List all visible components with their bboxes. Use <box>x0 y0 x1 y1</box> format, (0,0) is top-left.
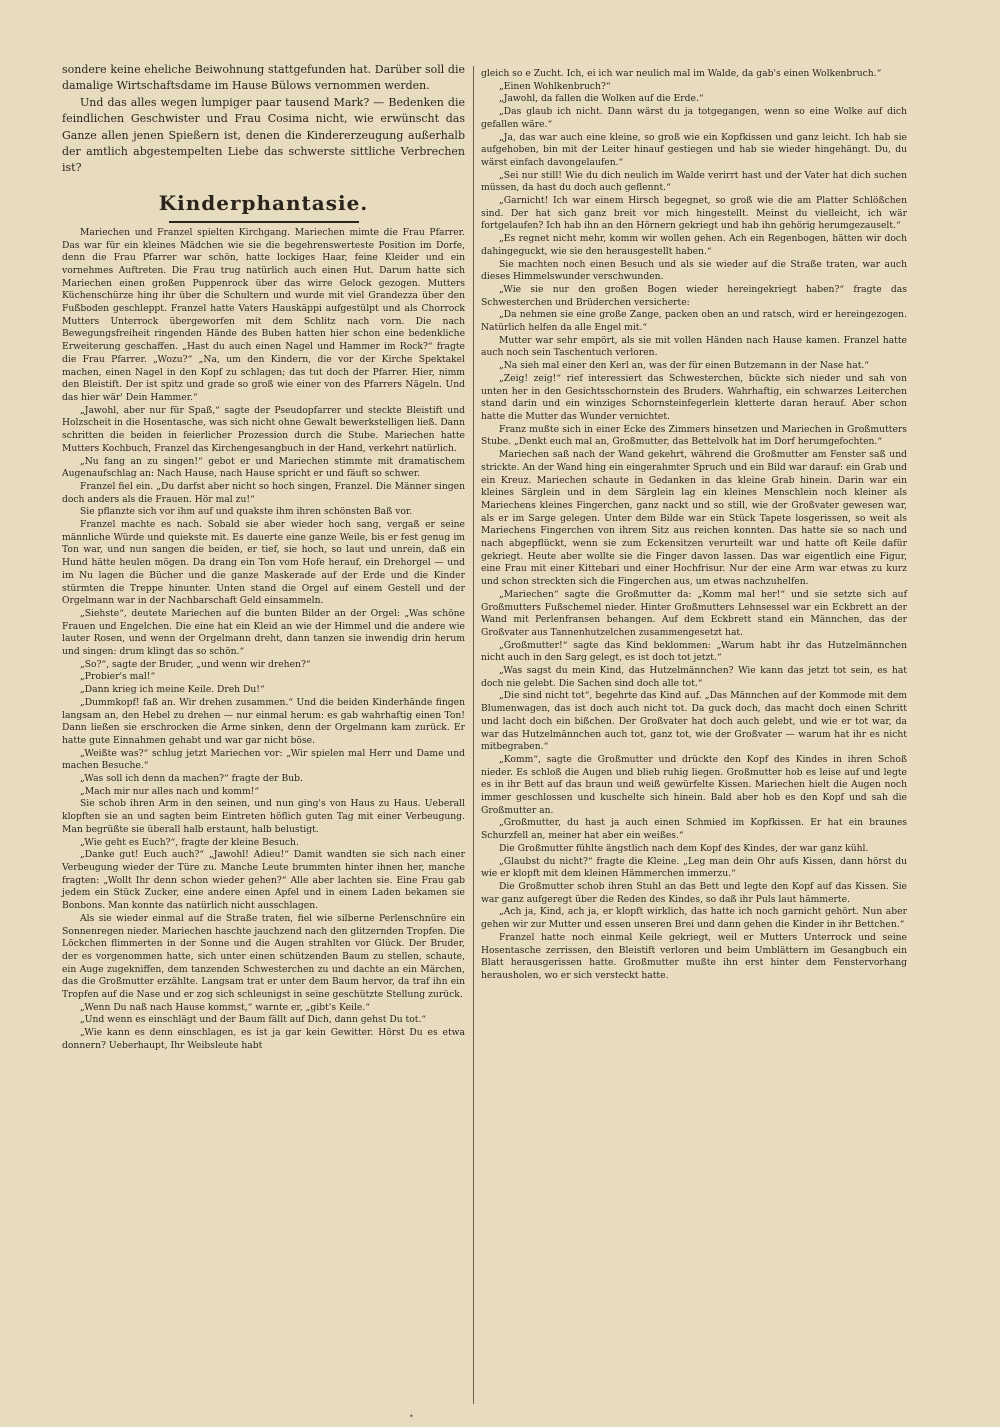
title-rule <box>169 221 359 223</box>
body-paragraph: „Zeig! zeig!“ rief interessiert das Schwesterchen, bückte sich nieder und sah von unten her in den Gesichtsschornstein des Bruders. Wahrhaftig, ein schwarzes Leiterchen stand darin und ein winziges Schornsteinfegerlein kletterte daran herauf. Aber schon hatte die Mutter das Wunder vernichtet. <box>481 372 907 422</box>
body-paragraph: „Großmutter!“ sagte das Kind beklommen: „Warum habt ihr das Hutzelmännchen nicht auch in den Sarg gelegt, es ist doch tot jetzt.“ <box>481 639 907 664</box>
body-paragraph: „Ja, das war auch eine kleine, so groß wie ein Kopfkissen und ganz leicht. Ich hab sie aufgehoben, bin mit der Leiter hinauf gestiegen und hab sie wieder hingehängt. Du, du wärst einfach davongelaufen.“ <box>481 131 907 168</box>
body-paragraph: „Und wenn es einschlägt und der Baum fällt auf Dich, dann gehst Du tot.“ <box>80 1014 427 1026</box>
body-paragraph: Franzel fiel ein. „Du darfst aber nicht so hoch singen, Franzel. Die Männer singen doch anders als die Frauen. Hör mal zu!“ <box>62 480 465 505</box>
left-body <box>62 227 465 1053</box>
body-paragraph: „Wie sie nur den großen Bogen wieder hereingekriegt haben?“ fragte das Schwesterchen und Brüderchen versicherte: <box>481 283 907 308</box>
body-paragraph: Sie machten noch einen Besuch und als sie wieder auf die Straße traten, war auch dieses Himmelswunder verschwunden. <box>481 258 907 283</box>
body-paragraph: Franz mußte sich in einer Ecke des Zimmers hinsetzen und Mariechen in Großmutters Stube. „Denkt euch mal an, Großmutter, das Bettelvolk hat im Dorf herumgefochten.“ <box>481 423 907 448</box>
body-paragraph: „Weißte was?“ schlug jetzt Mariechen vor: „Wir spielen mal Herr und Dame und machen Besuche.“ <box>62 747 465 772</box>
intro-block <box>62 62 465 177</box>
body-paragraph: „Jawohl, aber nur für Spaß,“ sagte der Pseudopfarrer und steckte Bleistift und Holzscheit in die Hosentasche, was sich nicht ohne Gewalt bewerkstelligen ließ. Dann schritten die beiden in feierlicher Prozession durch die Stube. Mariechen hatte Mutters Kochbuch, Franzel das Kirchengesangbuch in der Hand, verkehrt natürlich. <box>62 404 465 454</box>
body-paragraph: „Einen Wohlkenbruch?“ <box>499 80 611 92</box>
article-title: Kinderphantasie. <box>158 190 369 215</box>
body-paragraph: „Danke gut! Euch auch?“ „Jawohl! Adieu!“ Damit wandten sie sich nach einer Verbeugung wieder der Türe zu. Manche Leute brummten hinter ihnen her, manche fragten: „Wollt Ihr denn schon wieder gehen?“ Alle aber lachten sie. Eine Frau gab jedem ein Stück Zucker, eine andere einen Apfel und in einem Laden bekamen sie Bonbons. Man konnte das natürlich nicht ausschlagen. <box>62 849 465 912</box>
body-paragraph: Mutter war sehr empört, als sie mit vollen Händen nach Hause kamen. Franzel hatte auch noch sein Taschentuch verloren. <box>481 334 907 359</box>
body-paragraph: „Jawohl, da fallen die Wolken auf die Erde.“ <box>499 93 704 105</box>
body-paragraph: „Nu fang an zu singen!“ gebot er und Mariechen stimmte mit dramatischem Augenaufschlag an: Nach Hause, nach Hause spricht er und fäuft so schwer. <box>62 455 465 480</box>
page-mark: • <box>409 1412 414 1421</box>
body-paragraph: „Dann krieg ich meine Keile. Dreh Du!“ <box>80 684 265 696</box>
intro-paragraph: Und das alles wegen lumpiger paar tausend Mark? — Bedenken die feindlichen Geschwister und Frau Cosima nicht, wie erwünscht das Ganze allen jenen Spießern ist, denen die Kindererzeugung außerhalb der amtlich abgestempelten Liebe das schwerste sittliche Verbrechen ist? <box>62 95 465 175</box>
body-paragraph: Franzel hatte noch einmal Keile gekriegt, weil er Mutters Unterrock und seine Hosentasche zerrissen, den Bleistift verloren und beim Umblättern im Gesangbuch ein Blatt herausgerissen hatte. Großmutter mußte ihn erst hinter dem Fenstervorhang herausholen, wo er sich versteckt hatte. <box>481 931 907 981</box>
body-paragraph: „Die sind nicht tot“, begehrte das Kind auf. „Das Männchen auf der Kommode mit dem Blumenwagen, das ist doch auch nicht tot. Da guck doch, das macht doch einen Schritt und lacht doch ein bißchen. Der Großvater hat doch auch gelebt, und wie er tot war, da war das Hutzelmännchen auch tot, ganz tot, wie der Großvater — warum hat ihr es nicht mitbegraben.“ <box>481 690 907 753</box>
body-paragraph: „Ach ja, Kind, ach ja, er klopft wirklich, das hatte ich noch garnicht gehört. Nun aber gehen wir zur Mutter und essen unseren Brei und dann gehen die Kinder in ihr Bettchen.“ <box>481 906 907 931</box>
right-column <box>481 68 907 983</box>
body-paragraph: Mariechen saß nach der Wand gekehrt, während die Großmutter am Fenster saß und strickte. An der Wand hing ein eingerahmter Spruch und ein Bild war darauf: ein Grab und ein Kreuz. Mariechen schaute in Gedanken in das kleine Grab hinein. Darin war ein kleines Särglein und in dem Särglein lag ein kleines Menschlein noch kleiner als Mariechens kleines Fingerchen, ganz nackt und so still, wie der Großvater gewesen war, als er im Sarge gelegen. Unter dem Bilde war ein Stück Tapete losgerissen, so weit als Mariechens Fingerchen von ihrem Sitz aus reichen konnten. Das hatte sie so nach und nach abgepflückt, wenn sie zum Eckensitzen verurteilt war und hatte oft Keile dafür gekriegt. Heute aber wollte sie die Finger davon lassen. Das war eigentlich eine Figur, eine Frau mit einer Kittebari und einer Hochfrisur. Nur der eine Arm war etwas zu kurz und schon streckten sich die Fingerchen aus, um etwas nachzuhelfen. <box>481 449 907 588</box>
body-paragraph: „Siehste“, deutete Mariechen auf die bunten Bilder an der Orgel: „Was schöne Frauen und Engelchen. Die eine hat ein Kleid an wie der Himmel und die andere wie lauter Rosen, und wenn der Orgelmann dreht, dann tanzen sie inwendig drin herum und singen: drum klingt das so schön.“ <box>62 607 465 658</box>
body-paragraph: „Mariechen“ sagte die Großmutter da: „Komm mal her!“ und sie setzte sich auf Großmutters Fußschemel nieder. Hinter Großmutters Lehnsessel war ein Eckbrett an der Wand mit Perlenfransen behangen. Auf dem Eckbrett stand ein Männchen, das der Großvater aus Tannenhutzelchen zusammengesetzt hat. <box>481 588 907 638</box>
body-paragraph: „Probier's mal!“ <box>80 671 156 683</box>
body-paragraph: „Wie geht es Euch?“, fragte der kleine Besuch. <box>80 836 299 848</box>
body-paragraph: Die Großmutter fühlte ängstlich nach dem Kopf des Kindes, der war ganz kühl. <box>499 842 869 854</box>
body-paragraph: „Mach mir nur alles nach und komm!“ <box>80 785 260 797</box>
body-paragraph: „Wie kann es denn einschlagen, es ist ja gar kein Gewitter. Hörst Du es etwa donnern? Ueberhaupt, Ihr Weibsleute habt <box>62 1027 465 1051</box>
body-paragraph: „Sei nur still! Wie du dich neulich im Walde verirrt hast und der Vater hat dich suchen müssen, da hast du doch auch geflennt.“ <box>481 169 907 194</box>
body-paragraph: Als sie wieder einmal auf die Straße traten, fiel wie silberne Perlenschnüre ein Sonnenregen nieder. Mariechen haschte jauchzend nach den glitzernden Tropfen. Die Löckchen flimmerten in der Sonne und die Augen strahlten vor Glück. Der Bruder, der es vorgenommen hatte, sich unter einen schützenden Baum zu stellen, schaute, ein Auge zugekniffen, dem tanzenden Schwesterchen zu und dachte an ein Märchen, das die Großmutter erzählte. Langsam trat er unter dem Baum hervor, da traf ihn ein Tropfen auf die Nase und er zog sich schleunigst in seine geschützte Stellung zurück. <box>62 912 465 1001</box>
left-column <box>62 62 465 1053</box>
body-paragraph: „Das glaub ich nicht. Dann wärst du ja totgegangen, wenn so eine Wolke auf dich gefallen wäre.“ <box>481 106 907 130</box>
body-paragraph: Franzel machte es nach. Sobald sie aber wieder hoch sang, vergaß er seine männliche Würde und quiekste mit. Es dauerte eine ganze Weile, bis er fest genug im Ton war, und nun sangen die beiden, er tief, sie hoch, so laut und unrein, daß ein Hund hätte heulen mögen. Da drang ein Ton vom Hofe herauf, ein Drehorgel — und im Nu lagen die Bücher und die ganze Maskerade auf der Erde und die Kinder stürmten die Treppe hinunter. Unten stand die Orgel auf einem Gestell und der Orgelmann war in der Nachbarschaft Geld einsammeln. <box>62 519 465 607</box>
body-paragraph: „Was sagst du mein Kind, das Hutzelmännchen? Wie kann das jetzt tot sein, es hat doch nie gelebt. Die Sachen sind doch alle tot.“ <box>481 665 907 689</box>
body-paragraph: Sie schob ihren Arm in den seinen, und nun ging's von Haus zu Haus. Ueberall klopften sie an und sagten beim Eintreten höflich guten Tag mit einer Verbeugung. Man begrüßte sie überall halb erstaunt, halb belustigt. <box>62 798 465 835</box>
body-paragraph: „Garnicht! Ich war einem Hirsch begegnet, so groß wie die am Platter Schlößchen sind. Der hat sich ganz breit vor mich hingestellt. Meinst du vielleicht, ich wär fortgelaufen? Ich hab ihn an den Hörnern gekriegt und hab ihn gehörig herumgezauselt.“ <box>481 195 907 232</box>
body-paragraph: „So?“, sagte der Bruder, „und wenn wir drehen?“ <box>80 658 311 670</box>
intro-paragraph: sondere keine eheliche Beiwohnung stattgefunden hat. Darüber soll die damalige Wirtschaftsdame im Hause Bülows vernommen werden. <box>62 63 465 93</box>
body-paragraph: „Dummkopf! faß an. Wir drehen zusammen.“ Und die beiden Kinderhände fingen langsam an, den Hebel zu drehen — nur einmal herum: es gab wahrhaftig einen Ton! Dann ließen sie erschrocken die Arme sinken, denn der Orgelmann kam zurück. Er hatte gute Einnahmen gehabt und war gar nicht böse. <box>62 696 465 746</box>
body-paragraph: „Großmutter, du hast ja auch einen Schmied im Kopfkissen. Er hat ein braunes Schurzfell an, meiner hat aber ein weißes.“ <box>481 817 907 842</box>
body-paragraph: „Da nehmen sie eine große Zange, packen oben an und ratsch, wird er hereingezogen. Natürlich helfen da alle Engel mit.“ <box>481 309 907 334</box>
column-divider <box>473 66 474 1404</box>
body-paragraph: „Komm“, sagte die Großmutter und drückte den Kopf des Kindes in ihren Schoß nieder. Es schloß die Augen und blieb ruhig liegen. Großmutter hob es leise auf und legte es in ihr Bett auf das braun und weiß gewürfelte Kissen. Mariechen hielt die Augen noch immer geschlossen und kuschelte sich hinein. Bald aber hob es den Kopf und sah die Großmutter an. <box>481 753 907 816</box>
body-paragraph: „Es regnet nicht mehr, komm wir wollen gehen. Ach ein Regenbogen, hätten wir doch dahingeguckt, wie sie den herausgestellt haben.“ <box>481 233 907 257</box>
body-paragraph: „Wenn Du naß nach Hause kommst,“ warnte er, „gibt's Keile.“ <box>80 1001 370 1013</box>
body-paragraph: Mariechen und Franzel spielten Kirchgang. Mariechen mimte die Frau Pfarrer. Das war für ein kleines Mädchen wie sie die begehrenswerteste Position im Dorfe, denn die Frau Pfarrer war schön, hatte lockiges Haar, feine Kleider und ein vornehmes Auftreten. Die Frau trug natürlich auch einen Hut. Darum hatte sich Mariechen einen großen Puppenrock über das wirre Gelock gezogen. Mutters Küchenschürze hing ihr über die Schultern und wurde mit viel Grandezza über den Fußboden geschleppt. Franzel hatte Vaters Hauskäppi aufgestülpt und als Chorrock Mutters Unterrock übergeworfen mit dem Schlitz nach vorn. Die nach Bewegungsfreiheit ringenden Hände des Buben hatten hier schon eine bedenkliche Erweiterung geschaffen. „Hast du auch einen Nagel und Hammer im Rock?“ fragte die Frau Pfarrer. „Wozu?“ „Na, um den Kindern, die vor der Kirche Spektakel machen, einen Nagel in den Kopf zu schlagen; das tut doch der Pfarrer. Hier, nimm den Bleistift. Der ist spitz und grade so groß wie einer von des Pfarrers Nägeln. Und das hier wär' Dein Hammer.“ <box>62 226 465 403</box>
body-paragraph: „Was soll ich denn da machen?“ fragte der Bub. <box>80 773 303 785</box>
body-paragraph: gleich so e Zucht. Ich, ei ich war neulich mal im Walde, da gab's einen Wolkenbruch.“ <box>481 68 882 79</box>
body-paragraph: „Glaubst du nicht?“ fragte die Kleine. „Leg man dein Ohr aufs Kissen, dann hörst du wie er klopft mit dem kleinen Hämmerchen immerzu.“ <box>481 855 907 880</box>
body-paragraph: Die Großmutter schob ihren Stuhl an das Bett und legte den Kopf auf das Kissen. Sie war ganz aufgeregt über die Reden des Kindes, so daß ihr Puls laut hämmerte. <box>481 881 907 905</box>
body-paragraph: „Na sieh mal einer den Kerl an, was der für einen Butzemann in der Nase hat.“ <box>499 360 869 372</box>
body-paragraph: Sie pflanzte sich vor ihm auf und quakste ihm ihren schönsten Baß vor. <box>80 506 413 518</box>
